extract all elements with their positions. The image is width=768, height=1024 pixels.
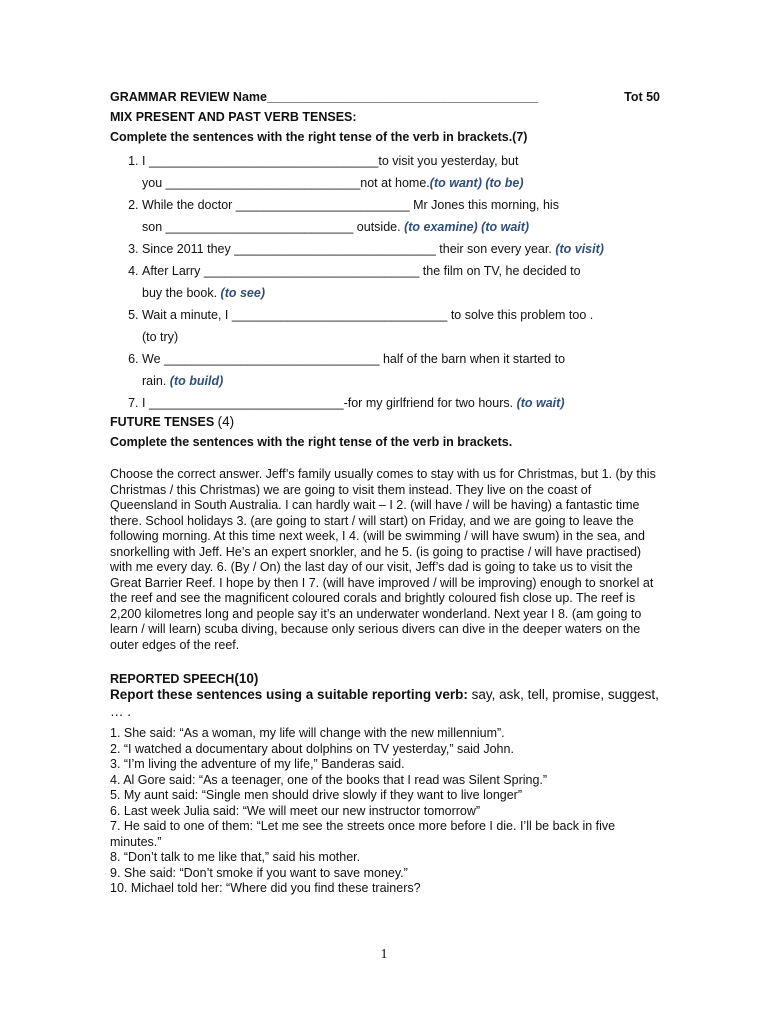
reported-speech-list [110,726,660,897]
section1-exercise-list [110,150,660,414]
verb-hint: (to see) [220,286,265,300]
section3-instruction: Report these sentences using a suitable reporting verb: say, ask, tell, promise, suggest, … . [110,687,659,719]
list-item: 2. “I watched a documentary about dolphins on TV yesterday,” said John. [110,741,514,756]
list-item: 4. Al Gore said: “As a teenager, one of the books that I read was Silent Spring.” [110,772,548,787]
section1-title: MIX PRESENT AND PAST VERB TENSES: [110,110,357,124]
future-paragraph: Choose the correct answer. Jeff’s family usually comes to stay with us for Christmas, but 1. (by this Christmas / this Christmas) we are going to visit them instead. They live on the coast of Queensland in South Australia. I can hardly wait – I 2. (will have / will be having) a fantastic time there. School holidays 3. (are going to start / will start) on Friday, and we are going to leave the following morning. At this time next week, I 4. (will be swimming / will have swum) in the sea, and snorkelling with Jeff. He’s an expert snorkler, and he 5. (is going to practise / will have practised) with me every day. 6. (By / On) the last day of our visit, Jeff’s dad is going to take us to visit the Great Barrier Reef. I hope by then I 7. (will have improved / will be improving) enough to snorkel at the reef and see the magnificent coloured corals and brightly coloured fish close up. The reef is 2,200 kilometres long and people say it’s an underwater wonderland. Next year I 8. (am going to learn / will learn) scuba diving, because only serious divers can dive in the deeper waters on the outer edges of the reef. [110,467,656,652]
list-item: 10. Michael told her: “Where did you find these trainers? [110,881,421,895]
list-item: 5. My aunt said: “Single men should drive slowly if they want to live longer” [110,788,522,802]
verb-hint: (to want) (to be) [429,176,524,190]
page-number: 1 [380,947,388,962]
exercise-item: 1. I _________________________________to visit you yesterday, but you ____________________________not at home.(to want) (to be) [142,150,660,194]
verb-hint: (to wait) [516,396,565,410]
section2-title: FUTURE TENSES (4) [110,414,235,429]
list-item: 3. “I’m living the adventure of my life,” Banderas said. [110,757,405,771]
header [110,90,660,104]
verb-hint: (to examine) (to wait) [404,220,530,234]
section2-instruction: Complete the sentences with the right tense of the verb in brackets. [110,435,513,449]
list-item: 6. Last week Julia said: “We will meet our new instructor tomorrow” [110,803,481,818]
exercise-item: 7. I ____________________________-for my girlfriend for two hours. (to wait) [142,392,660,414]
header-title: GRAMMAR REVIEW Name_______________________________________ [110,90,539,104]
section3-title: REPORTED SPEECH(10) [110,671,259,686]
exercise-item: 2. While the doctor _________________________ Mr Jones this morning, his son ___________________________ outside. (to examine) (to wait) [142,194,660,238]
exercise-item: 4. After Larry _______________________________ the film on TV, he decided to buy the book. (to see) [142,260,660,304]
verb-hint: (to build) [169,374,224,388]
list-item: 7. He said to one of them: “Let me see the streets once more before I die. I’ll be back in five minutes.” [110,819,616,849]
verb-hint: (to visit) [555,242,604,256]
total-score: Tot 50 [624,90,660,104]
exercise-item: 5. Wait a minute, I _______________________________ to solve this problem too . (to try) [142,304,660,348]
list-item: 9. She said: “Don’t smoke if you want to save money.” [110,865,408,880]
list-item: 1. She said: “As a woman, my life will change with the new millennium”. [110,726,505,740]
worksheet [110,90,660,897]
exercise-item: 3. Since 2011 they _____________________________ their son every year. (to visit) [142,238,660,260]
section1-instruction: Complete the sentences with the right tense of the verb in brackets.(7) [110,130,528,144]
list-item: 8. “Don’t talk to me like that,” said his mother. [110,850,361,864]
exercise-item: 6. We _______________________________ half of the barn when it started to rain. (to build) [142,348,660,392]
